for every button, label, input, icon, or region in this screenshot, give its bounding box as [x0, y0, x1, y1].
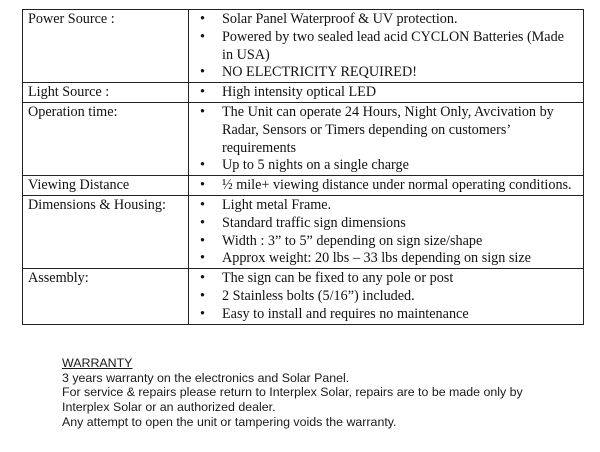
list-item: • 2 Stainless bolts (5/16”) included. [199, 288, 577, 306]
warranty-heading: WARRANTY [62, 356, 133, 370]
bullet-list [199, 11, 577, 82]
list-item: • Up to 5 nights on a single charge [199, 157, 577, 175]
row-label: Power Source : [23, 10, 189, 83]
row-label: Operation time: [23, 102, 189, 175]
list-item: • Solar Panel Waterproof & UV protection. [199, 11, 577, 29]
list-item: • Width : 3” to 5” depending on sign size/shape [199, 233, 577, 251]
warranty-section [62, 356, 582, 430]
bullet-list [199, 270, 577, 323]
list-item: • Easy to install and requires no maintenance [199, 306, 577, 324]
list-item: • Powered by two sealed lead acid CYCLON Batteries (Made in USA) [199, 29, 577, 65]
warranty-line: 3 years warranty on the electronics and Solar Panel. [62, 370, 350, 385]
warranty-line: For service & repairs please return to Interplex Solar, repairs are to be made only by [62, 385, 523, 400]
list-item: • The sign can be fixed to any pole or post [199, 270, 577, 288]
warranty-line: Any attempt to open the unit or tampering voids the warranty. [62, 414, 397, 429]
table-row [23, 269, 584, 324]
row-label: Assembly: [23, 269, 189, 324]
list-item: • High intensity optical LED [199, 84, 577, 102]
bullet-list [199, 177, 577, 195]
table-row [23, 176, 584, 196]
table-row [23, 10, 584, 83]
list-item: • Standard traffic sign dimensions [199, 215, 577, 233]
table-row [23, 83, 584, 103]
list-item: • The Unit can operate 24 Hours, Night Only, Avcivation by Radar, Sensors or Timers depending on customers’ requirements [199, 104, 577, 157]
table-row [23, 195, 584, 268]
bullet-list [199, 104, 577, 175]
list-item: • ½ mile+ viewing distance under normal operating conditions. [199, 177, 577, 195]
bullet-list [199, 84, 577, 102]
row-label: Light Source : [23, 83, 189, 103]
list-item: • Approx weight: 20 lbs – 33 lbs depending on sign size [199, 250, 577, 268]
spec-table [22, 9, 584, 325]
list-item: • Light metal Frame. [199, 197, 577, 215]
row-label: Viewing Distance [23, 176, 189, 196]
list-item: • NO ELECTRICITY REQUIRED! [199, 64, 577, 82]
bullet-list [199, 197, 577, 268]
row-label: Dimensions & Housing: [23, 195, 189, 268]
warranty-line: Interplex Solar or an authorized dealer. [62, 400, 276, 415]
table-row [23, 102, 584, 175]
